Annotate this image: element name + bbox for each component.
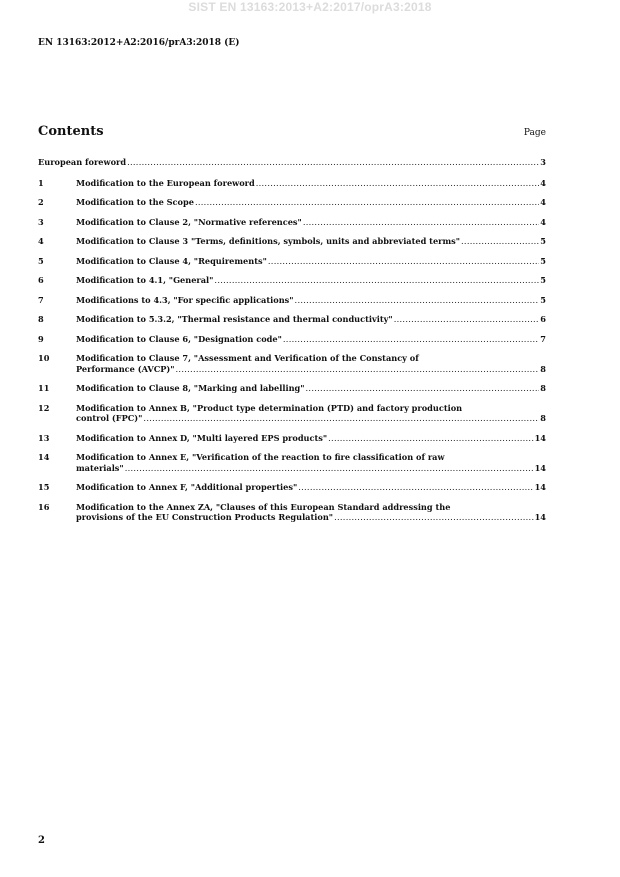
toc-entry-title: Modification to Annex F, "Additional properties" bbox=[76, 482, 298, 492]
document-id-header: EN 13163:2012+A2:2016/prA3:2018 (E) bbox=[38, 38, 240, 48]
dot-leader bbox=[298, 482, 533, 493]
dot-leader bbox=[461, 236, 539, 247]
dot-leader bbox=[125, 463, 534, 474]
toc-entry-body bbox=[76, 452, 546, 473]
toc-line bbox=[38, 157, 546, 168]
toc-entry-title: Modifications to 4.3, "For specific applications" bbox=[76, 294, 294, 305]
dot-leader bbox=[303, 217, 539, 228]
toc-entry[interactable] bbox=[38, 217, 546, 228]
toc-entry-number: 15 bbox=[38, 482, 50, 492]
toc-entry[interactable] bbox=[38, 178, 546, 189]
toc-entry-number: 13 bbox=[38, 432, 50, 443]
toc-line bbox=[76, 314, 546, 325]
toc-line bbox=[76, 433, 546, 444]
toc-entry[interactable] bbox=[38, 295, 546, 306]
toc-line bbox=[76, 364, 546, 375]
toc-entry-body bbox=[38, 157, 546, 168]
toc-entry-number: 4 bbox=[38, 236, 44, 246]
toc-entry-page: 14 bbox=[534, 482, 546, 492]
toc-entry-body bbox=[76, 197, 546, 208]
toc-entry-body bbox=[76, 236, 546, 247]
toc-entry-foreword[interactable] bbox=[38, 157, 546, 168]
toc-entry-title: Modification to Clause 2, "Normative references" bbox=[76, 216, 302, 227]
toc-entry[interactable] bbox=[38, 275, 546, 286]
toc-line bbox=[76, 275, 546, 286]
toc-entry-number: 1 bbox=[38, 177, 44, 188]
toc-entry[interactable] bbox=[38, 482, 546, 493]
toc-entry-number: 8 bbox=[38, 314, 44, 324]
toc-entry-number: 16 bbox=[38, 501, 50, 512]
toc-entry-body bbox=[76, 217, 546, 228]
toc-entry-number: 12 bbox=[38, 402, 50, 413]
toc-entry-title: Modification to Annex D, "Multi layered EPS products" bbox=[76, 432, 328, 443]
toc-entry[interactable] bbox=[38, 353, 546, 374]
toc-entry-body bbox=[76, 275, 546, 286]
toc-entry[interactable] bbox=[38, 502, 546, 523]
toc-entry-page: 6 bbox=[540, 314, 546, 324]
dot-leader bbox=[176, 364, 540, 375]
toc-entry-body bbox=[76, 482, 546, 493]
toc-entry-body bbox=[76, 295, 546, 306]
toc-line bbox=[76, 463, 546, 474]
toc-entry-title: Modification to 4.1, "General" bbox=[76, 275, 214, 285]
toc-entry[interactable] bbox=[38, 433, 546, 444]
toc-line bbox=[76, 413, 546, 424]
toc-line bbox=[76, 482, 546, 493]
dot-leader bbox=[306, 383, 540, 394]
toc-entry-title: Modification to Clause 8, "Marking and labelling" bbox=[76, 383, 305, 393]
toc-entry-number: 6 bbox=[38, 275, 44, 285]
toc-entry-page: 8 bbox=[540, 363, 546, 374]
toc-line bbox=[76, 452, 546, 463]
watermark: SIST EN 13163:2013+A2:2017/oprA3:2018 bbox=[188, 0, 432, 14]
dot-leader bbox=[256, 178, 540, 189]
toc-entry-page: 14 bbox=[534, 462, 546, 473]
toc-entry-page: 5 bbox=[540, 236, 546, 246]
toc-entry-number: 14 bbox=[38, 452, 50, 462]
toc-line bbox=[76, 512, 546, 523]
toc-line bbox=[76, 236, 546, 247]
toc-entry[interactable] bbox=[38, 403, 546, 424]
toc-line bbox=[76, 353, 546, 364]
page-column-label: Page bbox=[523, 128, 546, 138]
toc-entry-title: Modification to the Scope bbox=[76, 197, 194, 207]
toc-entry[interactable] bbox=[38, 236, 546, 247]
toc-entry-title: Modification to Clause 7, "Assessment and Verification of the Constancy of bbox=[76, 353, 419, 363]
toc-entry-page: 14 bbox=[534, 512, 546, 522]
toc-entry-title: Modification to Annex E, "Verification of the reaction to fire classification of raw bbox=[76, 452, 445, 462]
toc-entry[interactable] bbox=[38, 256, 546, 267]
toc-line bbox=[76, 403, 546, 414]
toc-entry-page: 8 bbox=[540, 383, 546, 393]
toc-entry-body bbox=[76, 502, 546, 523]
table-of-contents bbox=[38, 157, 546, 532]
toc-entry-number: 5 bbox=[38, 255, 44, 266]
dot-leader bbox=[214, 275, 539, 286]
toc-entry-title: Modification to Clause 4, "Requirements" bbox=[76, 255, 267, 266]
toc-entry-number: 7 bbox=[38, 294, 44, 305]
toc-entry-page: 8 bbox=[540, 413, 546, 423]
toc-entry-number: 10 bbox=[38, 353, 50, 363]
toc-entry-number: 2 bbox=[38, 197, 44, 207]
dot-leader bbox=[334, 512, 534, 523]
dot-leader bbox=[143, 413, 539, 424]
toc-entry-body bbox=[76, 314, 546, 325]
dot-leader bbox=[295, 295, 540, 306]
toc-entry-page: 5 bbox=[540, 255, 546, 266]
dot-leader bbox=[328, 433, 533, 444]
dot-leader bbox=[127, 157, 539, 168]
toc-entry-title: materials" bbox=[76, 462, 124, 473]
toc-entry-page: 5 bbox=[540, 294, 546, 305]
dot-leader bbox=[195, 197, 539, 208]
toc-entry-page: 7 bbox=[540, 333, 546, 344]
toc-entry-body bbox=[76, 256, 546, 267]
toc-entry-title: Modification to Annex B, "Product type determination (PTD) and factory production bbox=[76, 402, 463, 413]
toc-entry-body bbox=[76, 403, 546, 424]
toc-line bbox=[76, 383, 546, 394]
toc-entry-number: 9 bbox=[38, 333, 44, 344]
toc-entry-page: 4 bbox=[540, 197, 546, 207]
toc-entry-title: Modification to Clause 3 "Terms, definitions, symbols, units and abbreviated terms" bbox=[76, 236, 461, 246]
toc-line bbox=[76, 295, 546, 306]
toc-entry-title: Performance (AVCP)" bbox=[76, 363, 175, 374]
toc-entry-title: provisions of the EU Construction Products Regulation" bbox=[76, 512, 334, 522]
toc-line bbox=[76, 502, 546, 513]
toc-entry[interactable] bbox=[38, 452, 546, 473]
dot-leader bbox=[394, 314, 540, 325]
toc-entry-number: 11 bbox=[38, 383, 50, 393]
toc-line bbox=[76, 178, 546, 189]
toc-line bbox=[76, 334, 546, 345]
dot-leader bbox=[268, 256, 539, 267]
toc-line bbox=[76, 197, 546, 208]
toc-entry-title: Modification to the European foreword bbox=[76, 177, 255, 188]
toc-entry[interactable] bbox=[38, 314, 546, 325]
contents-title: Contents bbox=[38, 124, 104, 139]
toc-entry-page: 14 bbox=[534, 432, 546, 443]
toc-entry-page: 5 bbox=[540, 275, 546, 285]
toc-entry[interactable] bbox=[38, 197, 546, 208]
dot-leader bbox=[283, 334, 539, 345]
toc-line bbox=[76, 256, 546, 267]
toc-entry-title: control (FPC)" bbox=[76, 413, 143, 423]
toc-entry-body bbox=[76, 433, 546, 444]
toc-entry-title: Modification to 5.3.2, "Thermal resistance and thermal conductivity" bbox=[76, 314, 393, 324]
toc-entry[interactable] bbox=[38, 334, 546, 345]
toc-entry-number: 3 bbox=[38, 216, 44, 227]
toc-entry-page: 3 bbox=[540, 157, 546, 167]
toc-entry-body bbox=[76, 383, 546, 394]
toc-entry-title: Modification to Clause 6, "Designation code" bbox=[76, 333, 282, 344]
toc-entry[interactable] bbox=[38, 383, 546, 394]
toc-entry-body bbox=[76, 178, 546, 189]
toc-line bbox=[76, 217, 546, 228]
toc-entry-title: Modification to the Annex ZA, "Clauses of this European Standard addressing the bbox=[76, 501, 451, 512]
toc-entry-page: 4 bbox=[540, 177, 546, 188]
toc-entry-page: 4 bbox=[540, 216, 546, 227]
page-number: 2 bbox=[38, 835, 45, 846]
toc-entry-title: European foreword bbox=[38, 157, 127, 167]
toc-entry-body bbox=[76, 353, 546, 374]
toc-entry-body bbox=[76, 334, 546, 345]
